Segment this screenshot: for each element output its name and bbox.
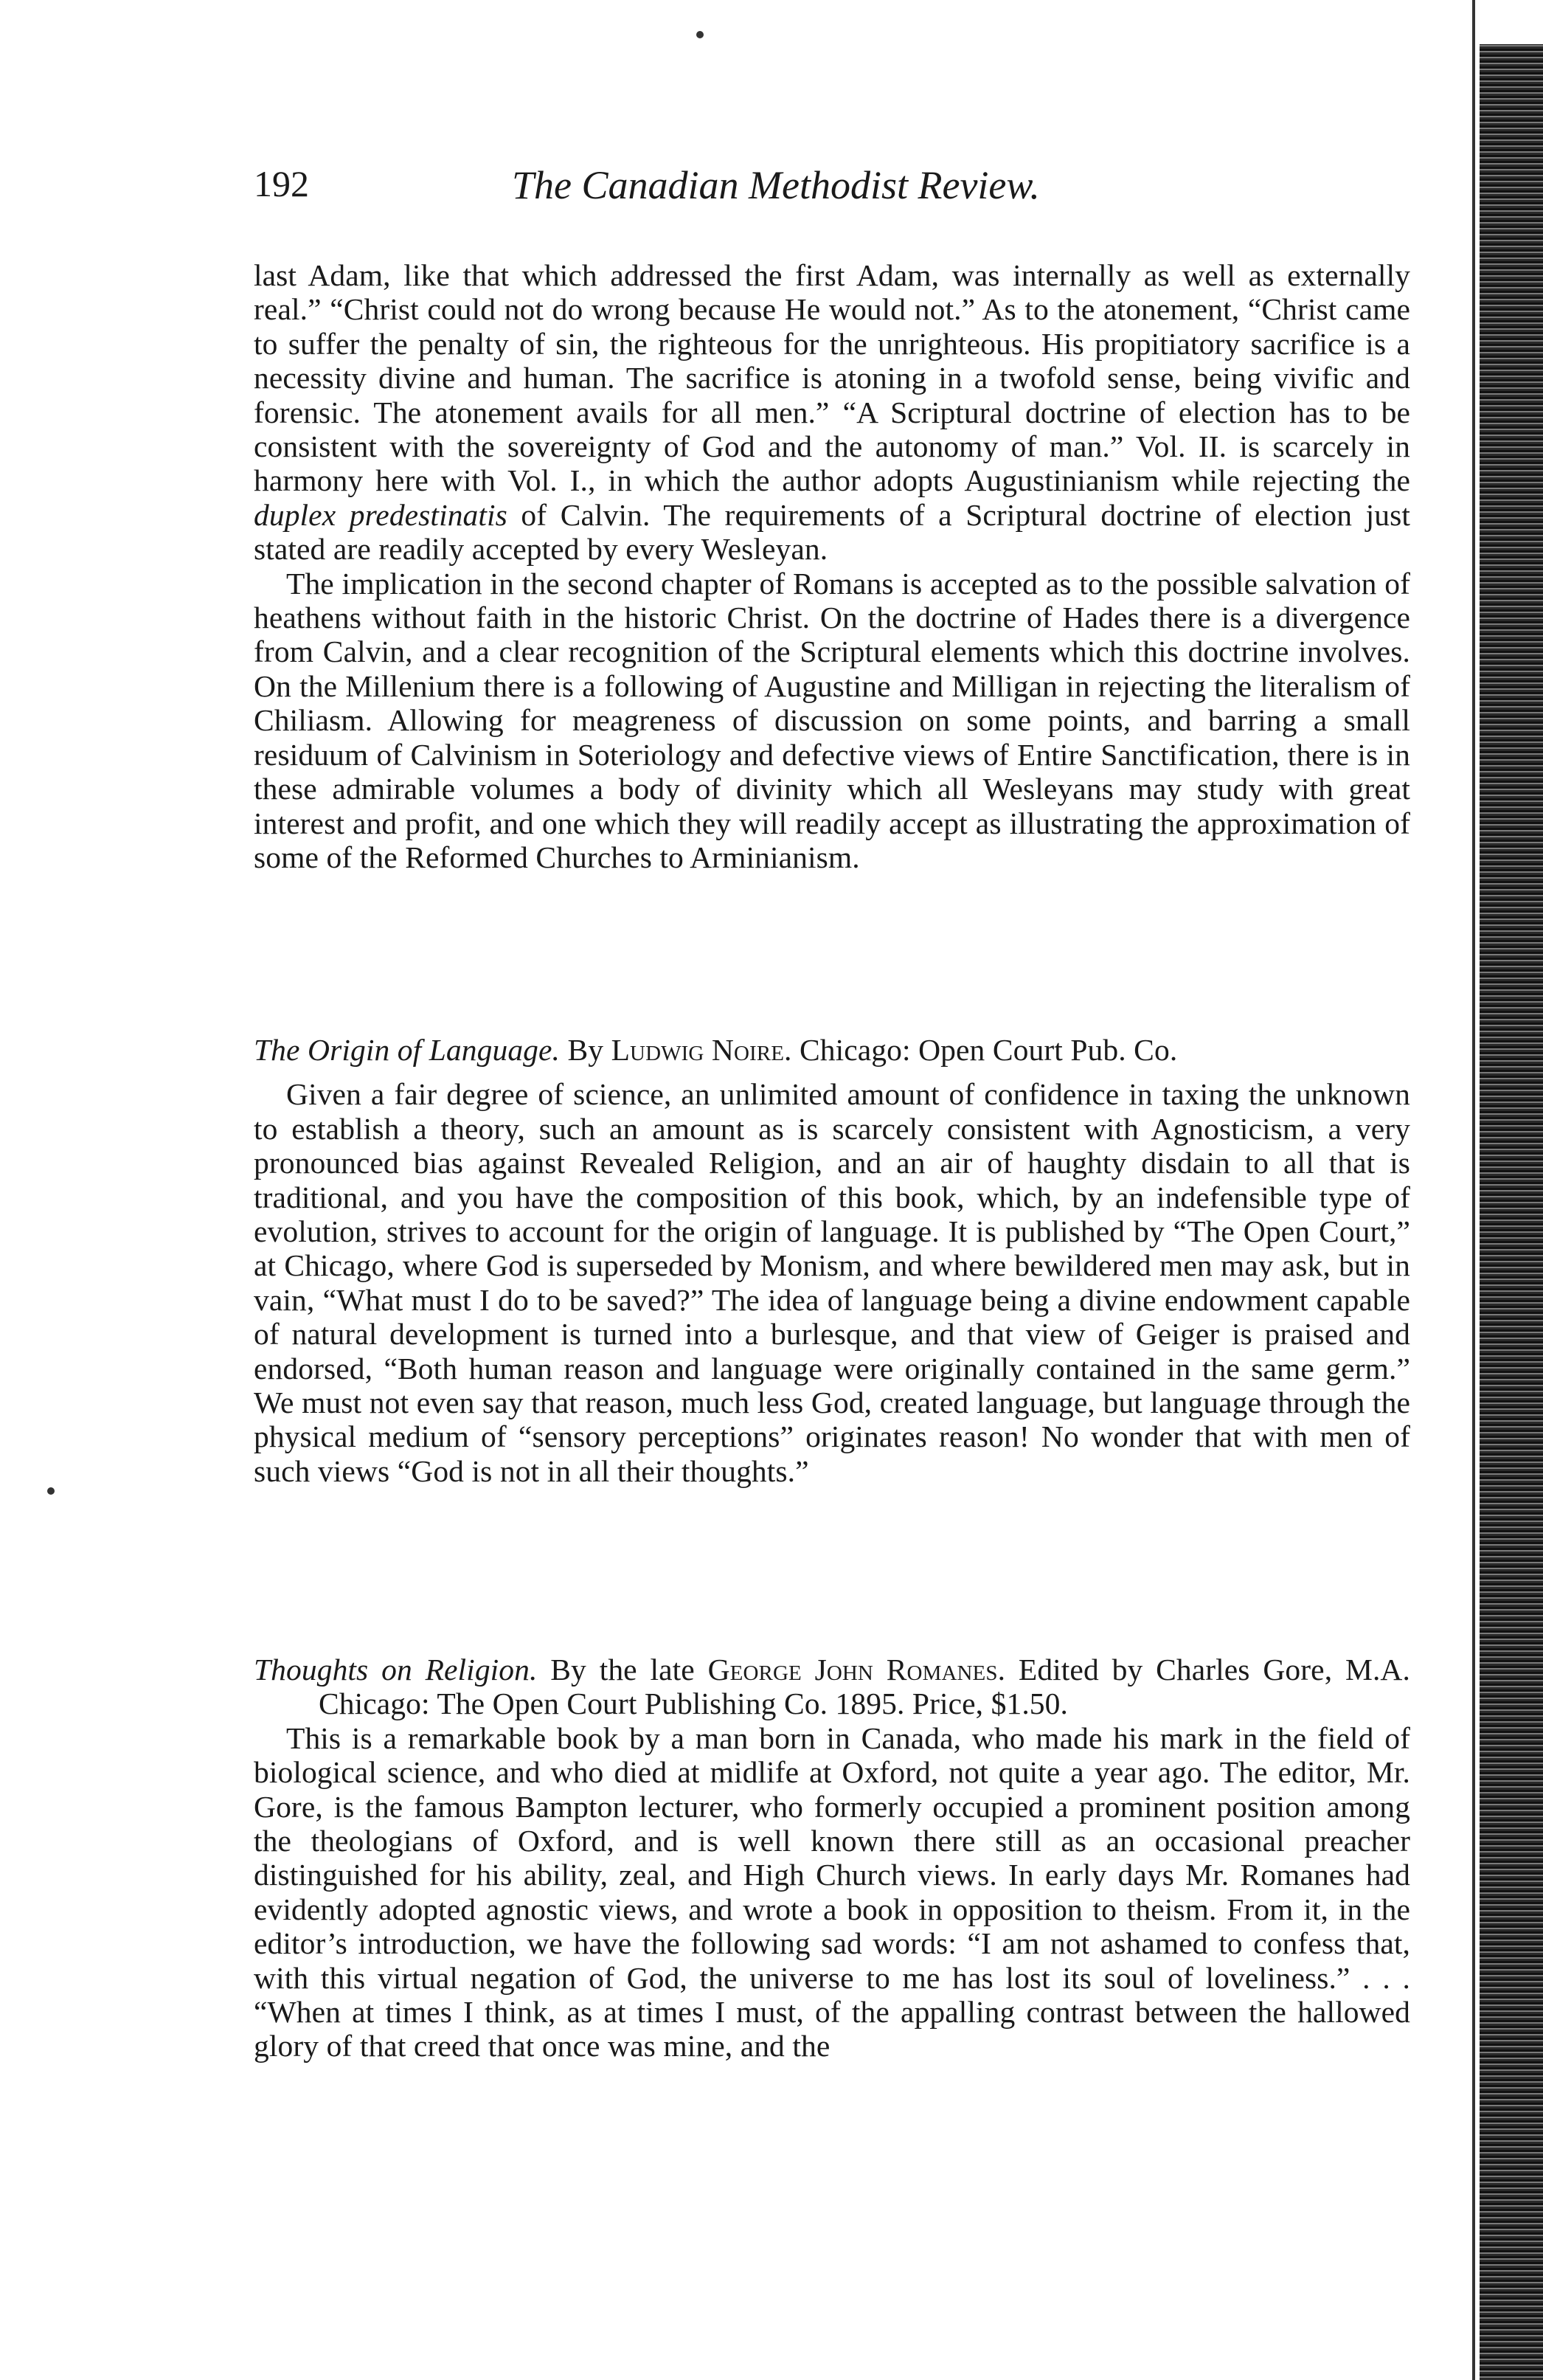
book-title: The Origin of Language.: [254, 1033, 561, 1067]
paragraph: [254, 258, 1410, 567]
page-number: 192: [254, 163, 309, 204]
review-entry: [254, 1653, 1410, 2064]
paragraph-text: of Calvin. The requirements of a Scriptural doctrine of election just stated are readily accepted by every Wesleyan.: [254, 497, 1410, 567]
book-publisher: . Edited by Charles Gore, M.A. Chicago: The Open Court Publishing Co. 1895. Price, $1.50.: [319, 1653, 1410, 1721]
review-entry: [254, 1033, 1410, 1488]
paragraph-text: last Adam, like that which addressed the first Adam, was internally as well as externally real.” “Christ could not do wrong because He would not.” As to the atonement, “Christ came to suffer the penalty of sin, the righteous for the unrighteous. His propitiatory sacrifice is a necessity divine and human. The sacrifice is atoning in a twofold sense, being vivific and forensic. The atonement avails for all men.” “A Scriptural doctrine of election has to be consistent with the sovereignty of God and the autonomy of man.” Vol. II. is scarcely in harmony here with Vol. I., in which the author adopts Augustinianism while rejecting the: [254, 258, 1410, 498]
running-title: The Canadian Methodist Review.: [512, 163, 1040, 207]
binding-edge-line: [1472, 0, 1475, 2380]
review-citation: [254, 1033, 1410, 1067]
citation-text: By the late: [537, 1653, 708, 1687]
scan-speck: [47, 1487, 55, 1495]
review-body: Given a fair degree of science, an unlimited amount of confidence in taxing the unknown to establish a theory, such an amount as is scarcely consistent with Agnosticism, a very pronounced bias against Revealed Religion, and an air of haughty disdain to all that is traditional, and you have the composition of this book, which, by an indefensible type of evolution, strives to account for the origin of language. It is published by “The Open Court,” at Chicago, where God is superseded by Monism, and where bewildered men may ask, but in vain, “What must I do to be saved?” The idea of language being a divine endowment capable of natural development is turned into a burlesque, and that view of Geiger is praised and endorsed, “Both human reason and language were originally contained in the same germ.” We must not even say that reason, much less God, created language, but language through the physical medium of “sensory perceptions” originates reason! No wonder that with men of such views “God is not in all their thoughts.”: [254, 1077, 1410, 1488]
book-title: Thoughts on Religion.: [254, 1653, 538, 1687]
review-body: This is a remarkable book by a man born in Canada, who made his mark in the field of biological science, and who died at midlife at Oxford, not quite a year ago. The editor, Mr. Gore, is the famous Bampton lecturer, who formerly occupied a prominent position among the theologians of Oxford, and is well known there still as an occasional preacher distinguished for his ability, zeal, and High Church views. In early days Mr. Romanes had evidently adopted agnostic views, and wrote a book in opposition to theism. From it, in the editor’s introduction, we have the following sad words: “I am not ashamed to confess that, with this virtual negation of God, the universe to me has lost its soul of loveliness.” . . . “When at times I think, as at times I must, of the appalling contrast between the hallowed glory of that creed that once was mine, and the: [254, 1720, 1410, 2064]
book-publisher: . Chicago: Open Court Pub. Co.: [784, 1033, 1178, 1067]
paragraph: The implication in the second chapter of Romans is accepted as to the possible salvation of heathens without faith in the historic Christ. On the doctrine of Hades there is a divergence from Calvin, and a clear recognition of the Scriptural elements which this doctrine involves. On the Millenium there is a following of Augustine and Milligan in rejecting the literalism of Chiliasm. Allowing for meagreness of discussion on some points, and barring a small residuum of Calvinism in Soteriology and defective views of Entire Sanctification, there is in these admirable volumes a body of divinity which all Wesleyans may study with great interest and profit, and one which they will readily accept as illustrating the approximation of some of the Reformed Churches to Arminianism.: [254, 566, 1410, 874]
italic-term: duplex predestinatis: [254, 497, 507, 532]
book-author: George John Romanes: [707, 1653, 998, 1687]
citation-text: By: [560, 1033, 611, 1067]
scan-speck: [696, 31, 704, 38]
book-author: Ludwig Noire: [611, 1033, 785, 1067]
scanned-binding-edge: [1480, 44, 1543, 2380]
review-citation: [254, 1653, 1410, 1721]
page-header: [254, 162, 1404, 214]
article-continuation: [254, 258, 1410, 874]
